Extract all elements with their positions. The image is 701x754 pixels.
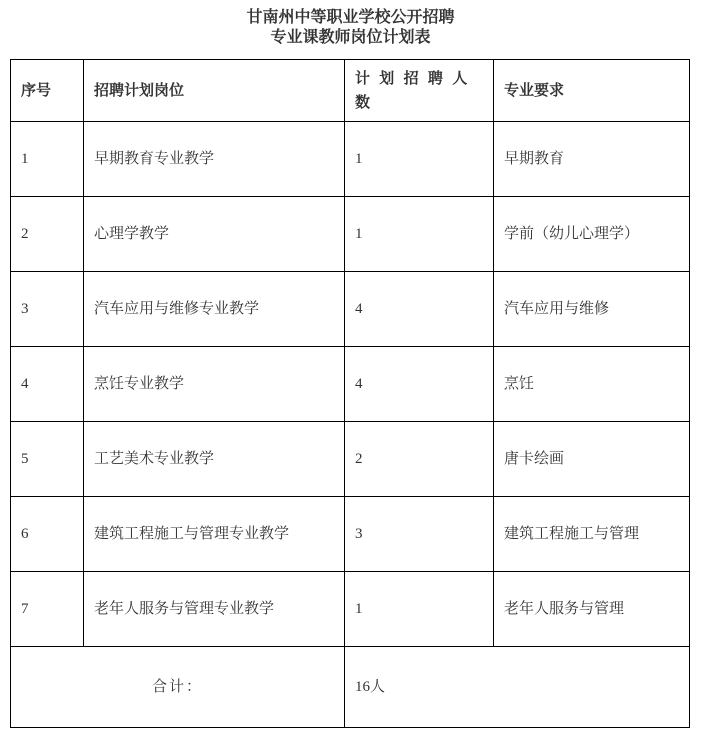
count-cell: 3 [345,497,494,572]
table-row [11,572,690,647]
row-number-cell: 7 [11,572,84,647]
table-row [11,122,690,197]
requirement-cell: 建筑工程施工与管理 [494,497,690,572]
requirement-cell: 老年人服务与管理 [494,572,690,647]
position-cell: 建筑工程施工与管理专业教学 [84,497,345,572]
table-row [11,272,690,347]
count-cell: 2 [345,422,494,497]
title-line-2: 专业课教师岗位计划表 [270,29,431,46]
row-number-cell: 2 [11,197,84,272]
title-line-1: 甘南州中等职业学校公开招聘 [246,9,455,26]
requirement-cell: 烹饪 [494,347,690,422]
count-cell: 1 [345,122,494,197]
table-row [11,197,690,272]
total-value-cell: 16人 [345,647,690,728]
requirement-cell: 唐卡绘画 [494,422,690,497]
count-cell: 1 [345,572,494,647]
row-number-cell: 6 [11,497,84,572]
position-cell: 工艺美术专业教学 [84,422,345,497]
position-cell: 心理学教学 [84,197,345,272]
recruitment-plan-table [10,59,690,728]
position-cell: 早期教育专业教学 [84,122,345,197]
table-row [11,497,690,572]
position-cell: 汽车应用与维修专业教学 [84,272,345,347]
document-title [0,0,701,48]
count-cell: 4 [345,272,494,347]
table-footer-row [11,647,690,728]
total-label-cell: 合计： [11,647,345,728]
header-planned-count: 计划招聘人数 [345,60,494,122]
requirement-cell: 早期教育 [494,122,690,197]
header-serial-number: 序号 [11,60,84,122]
position-cell: 烹饪专业教学 [84,347,345,422]
row-number-cell: 1 [11,122,84,197]
header-major-requirement: 专业要求 [494,60,690,122]
position-cell: 老年人服务与管理专业教学 [84,572,345,647]
requirement-cell: 学前（幼儿心理学） [494,197,690,272]
count-cell: 4 [345,347,494,422]
header-position: 招聘计划岗位 [84,60,345,122]
table-header-row [11,60,690,122]
count-cell: 1 [345,197,494,272]
row-number-cell: 5 [11,422,84,497]
table-row [11,422,690,497]
table-row [11,347,690,422]
row-number-cell: 3 [11,272,84,347]
row-number-cell: 4 [11,347,84,422]
requirement-cell: 汽车应用与维修 [494,272,690,347]
